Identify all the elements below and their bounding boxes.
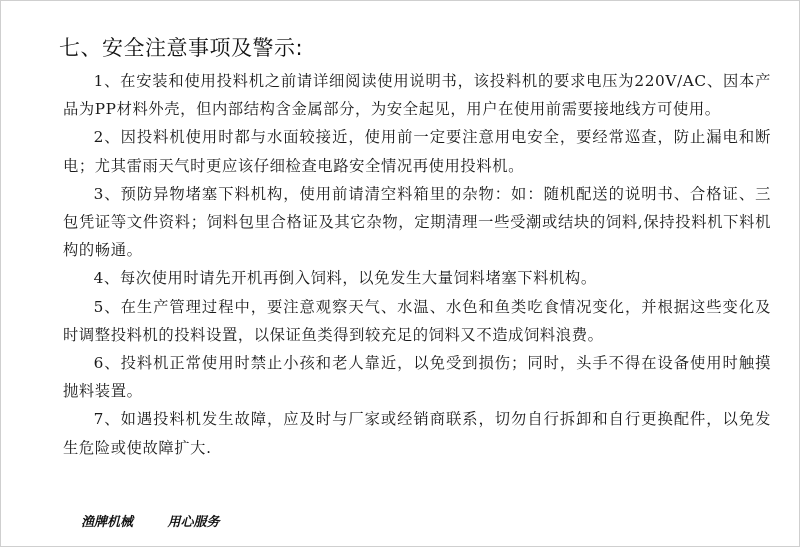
note-paragraph-1: 1、在安装和使用投料机之前请详细阅读使用说明书，该投料机的要求电压为220V/AC、因本产品为PP材料外壳，但内部结构含金属部分，为安全起见，用户在使用前需要接地线方可使用。 — [63, 72, 771, 119]
note-paragraph-6: 6、投料机正常使用时禁止小孩和老人靠近，以免受到损伤；同时，头手不得在设备使用时触摸抛料装置。 — [63, 354, 771, 401]
note-paragraph-5: 5、在生产管理过程中，要注意观察天气、水温、水色和鱼类吃食情况变化，并根据这些变化及时调整投料机的投料设置，以保证鱼类得到较充足的饲料又不造成饲料浪费。 — [63, 297, 771, 344]
section-title: 七、安全注意事项及警示: — [59, 36, 304, 60]
footer-brand-line — [81, 511, 220, 530]
note-paragraph-7: 7、如遇投料机发生故障，应及时与厂家或经销商联系，切勿自行拆卸和自行更换配件，以免发生危险或使故障扩大. — [63, 410, 771, 457]
safety-notes — [63, 67, 771, 462]
note-paragraph-3: 3、预防异物堵塞下料机构，使用前请清空料箱里的杂物：如：随机配送的说明书、合格证、三包凭证等文件资料；饲料包里合格证及其它杂物，定期清理一些受潮或结块的饲料,保持投料机下料机构的畅通。 — [63, 184, 771, 260]
footer-brand: 渔牌机械 — [81, 515, 134, 530]
note-paragraph-4: 4、每次使用时请先开机再倒入饲料，以免发生大量饲料堵塞下料机构。 — [93, 269, 597, 288]
footer-slogan: 用心服务 — [167, 515, 220, 530]
note-paragraph-2: 2、因投料机使用时都与水面较接近，使用前一定要注意用电安全，要经常巡查，防止漏电和断电；尤其雷雨天气时更应该仔细检查电路安全情况再使用投料机。 — [63, 128, 771, 175]
